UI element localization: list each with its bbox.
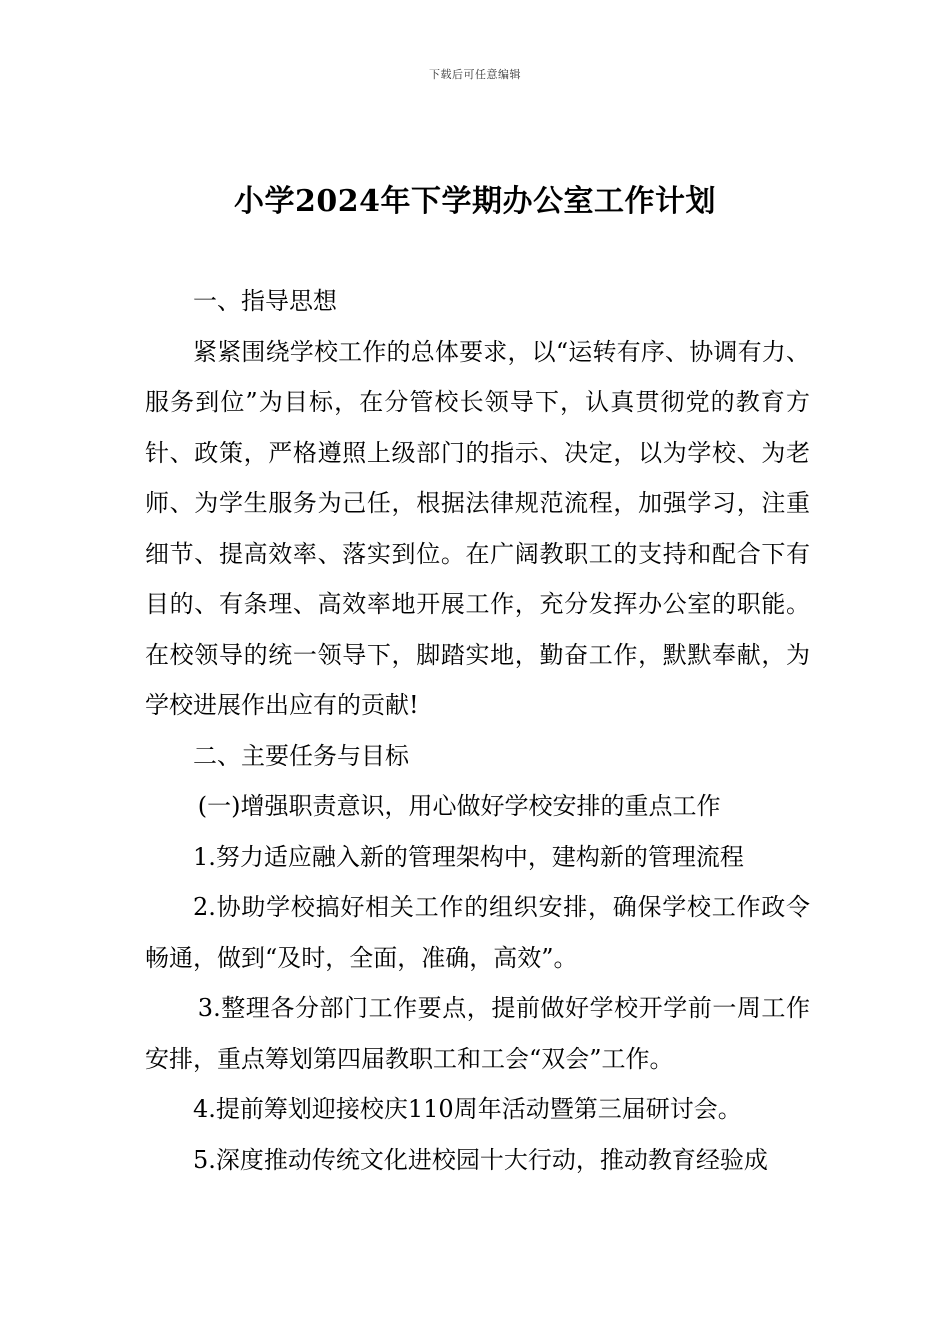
list-item: 4.提前筹划迎接校庆110周年活动暨第三届研讨会。	[193, 1095, 742, 1123]
document-title: 小学2024年下学期办公室工作计划	[234, 184, 716, 219]
paragraph: 紧紧围绕学校工作的总体要求，以“运转有序、协调有力、服务到位”为目标，在分管校长领导下，认真贯彻党的教育方针、政策，严格遵照上级部门的指示、决定，以为学校、为老师、为学生服务为己任，根据法律规范流程，加强学习，注重细节、提高效率、落实到位。在广阔教职工的支持和配合下有目的、有条理、高效率地开展工作，充分发挥办公室的职能。在校领导的统一领导下，脚踏实地，勤奋工作，默默奉献，为学校进展作出应有的贡献!	[145, 337, 810, 719]
document-body	[145, 276, 810, 1185]
subsection-heading: (一)增强职责意识，用心做好学校安排的重点工作	[197, 792, 721, 820]
section-heading: 二、主要任务与目标	[193, 741, 409, 770]
list-item: 3.整理各分部门工作要点，提前做好学校开学前一周工作安排，重点筹划第四届教职工和工会“双会”工作。	[145, 994, 810, 1073]
list-item: 1.努力适应融入新的管理架构中，建构新的管理流程	[193, 842, 744, 871]
header-note: 下载后可任意编辑	[429, 68, 521, 81]
list-item: 2.协助学校搞好相关工作的组织安排，确保学校工作政令畅通，做到“及时，全面，准确，高效”。	[145, 893, 810, 972]
section-heading: 一、指导思想	[193, 287, 337, 315]
list-item: 5.深度推动传统文化进校园十大行动，推动教育经验成	[193, 1145, 768, 1174]
